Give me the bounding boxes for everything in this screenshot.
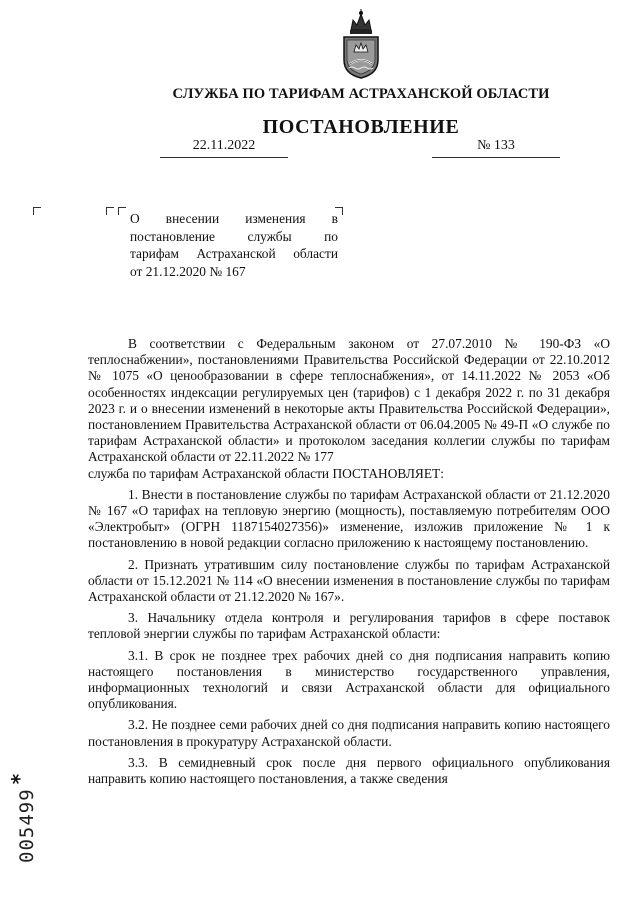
subject-line: тарифам Астраханской области [130, 246, 338, 261]
document-type-title: ПОСТАНОВЛЕНИЕ [262, 116, 460, 138]
subject-bracket-corner [33, 207, 41, 215]
clause-paragraph: 3.3. В семидневный срок после дня первого официального опубликования направить копию настоящего постановления, а также сведения [88, 754, 610, 787]
clause-paragraph: 3.1. В срок не позднее трех рабочих дней со дня подписания направить копию настоящего постановления в министерство государственного управления, информационных технологий и связи Астраханской области для официального опубликования. [88, 647, 610, 712]
agency-name: СЛУЖБА ПО ТАРИФАМ АСТРАХАНСКОЙ ОБЛАСТИ [172, 86, 550, 102]
clause-paragraph: 2. Признать утратившим силу постановление службы по тарифам Астраханской области от 15.12.2021 № 114 «О внесении изменения в постановление службы по тарифам Астраханской области от 21.12.2020 № 167». [88, 556, 610, 605]
document-number: № 133 [432, 138, 560, 158]
preamble-paragraph: В соответствии с Федеральным законом от 27.07.2010 № 190-ФЗ «О теплоснабжении», постановлениями Правительства Российской Федерации от 22.10.2012 № 1075 «О ценообразовании в сфере теплоснабжения», от 14.11.2022 № 2053 «Об особенностях индексации регулируемых цен (тарифов) с 1 декабря 2022 г. по 31 декабря 2023 г. и о внесении изменений в некоторые акты Правительства Российской Федерации», постановлением Правительства Астраханской области от 06.04.2005 № 49-П «О службе по тарифам Астраханской области» и протоколом заседания коллегии службы по тарифам Астраханской области от 22.11.2022 № 177 [88, 336, 610, 465]
subject-line: от 21.12.2020 № 167 [130, 263, 246, 279]
subject-line: постановление службы по [130, 228, 338, 244]
document-date: 22.11.2022 [160, 138, 288, 158]
document-body [88, 336, 610, 792]
document-subject [130, 210, 338, 280]
subject-bracket-corner [106, 207, 114, 215]
clause-paragraph: 3.2. Не позднее семи рабочих дней со дня подписания направить копию настоящего постановления в прокуратуру Астраханской области. [88, 717, 610, 749]
clause-paragraph: 1. Внести в постановление службы по тарифам Астраханской области от 21.12.2020 № 167 «О тарифах на тепловую энергию (мощность), поставляемую потребителям ООО «Электробыт» (ОГРН 1187154027356)» изменение, изложив приложение № 1 к постановлению в новой редакции согласно приложению к настоящему постановлению. [88, 486, 610, 551]
astrakhan-coat-of-arms-icon [338, 8, 384, 80]
subject-line: О внесении изменения в [130, 211, 338, 226]
subject-bracket-corner [118, 207, 126, 215]
decree-line: служба по тарифам Астраханской области ПОСТАНОВЛЯЕТ: [88, 465, 444, 481]
clause-paragraph: 3. Начальнику отдела контроля и регулирования тарифов в сфере поставок тепловой энергии службы по тарифам Астраханской области: [88, 610, 610, 642]
margin-stamp-serial: 005499 [16, 788, 38, 863]
margin-stamp-asterisk: * [7, 773, 32, 785]
